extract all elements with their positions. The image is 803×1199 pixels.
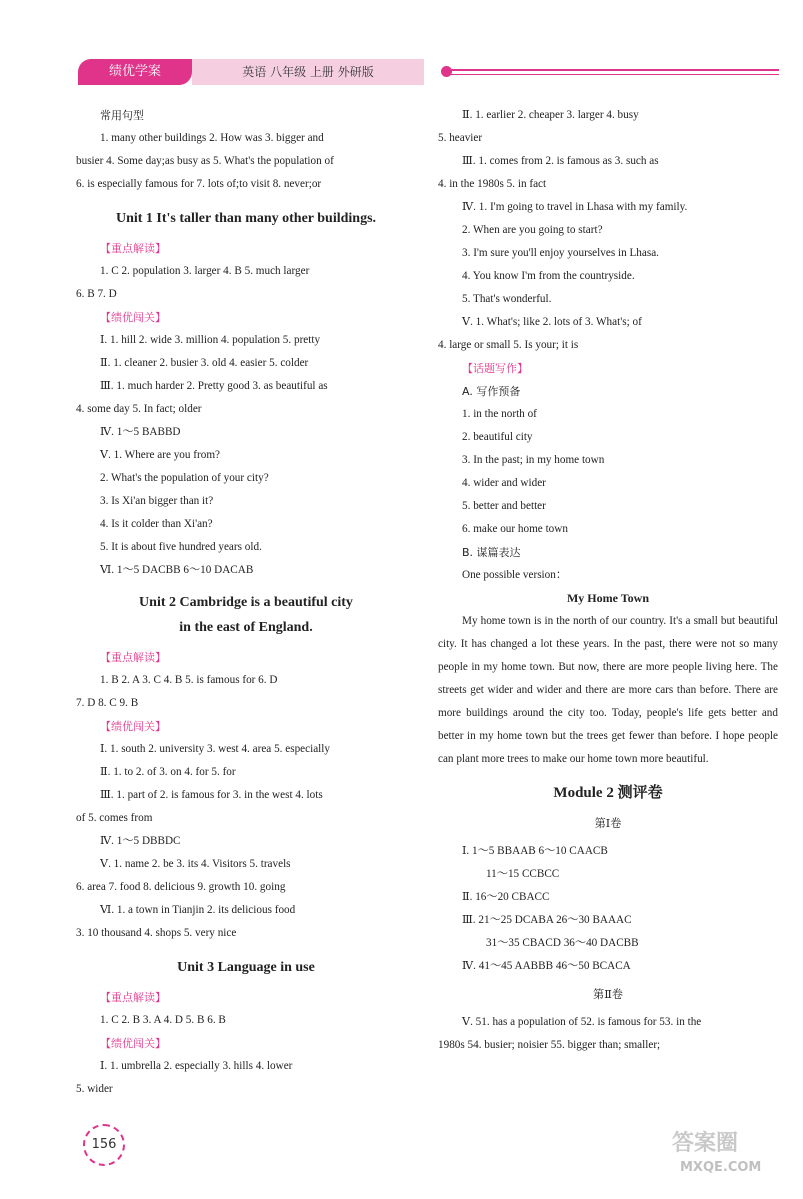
answer-line: Ⅵ. 1～5 DACBB 6～10 DACAB [100,564,254,576]
answer-line: Ⅱ. 16～20 CBACC [462,891,550,903]
section-label: 【重点解读】 [100,991,166,1004]
answer-line: 2. What's the population of your city? [100,472,269,484]
answer-line: 6. area 7. food 8. delicious 9. growth 10. going [76,881,286,893]
section-heading: 常用句型 [100,109,144,122]
answer-line: Ⅰ. 1～5 BBAAB 6～10 CAACB [462,845,608,857]
answer-line: Ⅳ. 1. I'm going to travel in Lhasa with my family. [462,201,688,213]
section-label: 【绩优闯关】 [100,1037,166,1050]
answer-line: 1980s 54. busier; noisier 55. bigger than; smaller; [438,1039,661,1051]
answer-line: 1. in the north of [462,408,537,420]
unit2-title-cont: in the east of England. [179,620,313,635]
section-label: 【绩优闯关】 [100,720,166,733]
volume-label: 第Ⅰ卷 [594,818,622,830]
answer-line: 4. large or small 5. Is your; it is [438,339,579,351]
answer-line: Ⅰ. 1. hill 2. wide 3. million 4. population 5. pretty [100,334,321,346]
answer-line: Ⅴ. 1. name 2. be 3. its 4. Visitors 5. travels [100,858,291,870]
answer-line: Ⅴ. 1. Where are you from? [100,449,221,461]
answer-line: Ⅱ. 1. to 2. of 3. on 4. for 5. for [100,766,236,778]
answer-line: 5. That's wonderful. [462,293,552,305]
book-info: 英语 八年级 上册 外研版 [192,59,424,85]
section-label: 【重点解读】 [100,651,166,664]
header-rule-thin [449,74,779,75]
answer-line: Ⅱ. 1. earlier 2. cheaper 3. larger 4. busy [462,109,639,121]
right-column [438,104,778,1057]
page-number: 156 [83,1124,125,1166]
section-label: 【重点解读】 [100,242,166,255]
volume-label: 第Ⅱ卷 [593,989,623,1001]
unit3-title: Unit 3 Language in use [177,960,315,975]
answer-line: Ⅱ. 1. cleaner 2. busier 3. old 4. easier 5. colder [100,357,309,369]
answer-line: Ⅲ. 1. part of 2. is famous for 3. in the west 4. lots [100,789,323,801]
watermark-url: MXQE.COM [680,1160,762,1175]
answer-line: busier 4. Some day;as busy as 5. What's the population of [76,155,334,167]
answer-line: 11～15 CCBCC [486,868,560,880]
answer-line: Ⅳ. 1～5 BABBD [100,426,181,438]
page-header [74,55,779,91]
answer-line: Ⅲ. 21～25 DCABA 26～30 BAAAC [462,914,632,926]
answer-line: 5. better and better [462,500,546,512]
answer-line: 1. C 2. B 3. A 4. D 5. B 6. B [100,1014,226,1026]
header-rule [449,69,779,71]
answer-line: 1. many other buildings 2. How was 3. bigger and [100,132,324,144]
answer-line: 4. some day 5. In fact; older [76,403,202,415]
left-column [76,104,416,1101]
answer-line: Ⅴ. 51. has a population of 52. is famous for 53. in the [462,1016,702,1028]
essay-title: My Home Town [566,591,649,605]
answer-line: 5. wider [76,1083,113,1095]
module-title: Module 2 测评卷 [553,785,663,801]
answer-line: One possible version： [462,569,568,581]
answer-line: Ⅳ. 41～45 AABBB 46～50 BCACA [462,960,631,972]
answer-line: 6. is especially famous for 7. lots of;to visit 8. never;or [76,178,322,190]
answer-line: Ⅰ. 1. south 2. university 3. west 4. area 5. especially [100,743,330,755]
answer-line: 31～35 CBACD 36～40 DACBB [486,937,639,949]
answer-line: 6. make our home town [462,523,568,535]
answer-line: Ⅲ. 1. comes from 2. is famous as 3. such as [462,155,659,167]
answer-line: 5. heavier [438,132,483,144]
brand-label: 绩优学案 [78,59,192,85]
answer-line: 5. It is about five hundred years old. [100,541,262,553]
answer-line: Ⅴ. 1. What's; like 2. lots of 3. What's; of [462,316,642,328]
essay-body: My home town is in the north of our country. It's a small but beautiful city. It has changed a lot these years. In the past, there were not so many people in my home town. But now, there are more people living here. The streets get wider and wider and there are more cars than before. There are more buildings around the city too. Today, people's life gets better and better in my home town but the trees get fewer than before. I hope people can plant more trees to make our home town more beautiful. [438,615,778,765]
unit1-title: Unit 1 It's taller than many other buildings. [115,211,377,226]
answer-line: Ⅲ. 1. much harder 2. Pretty good 3. as beautiful as [100,380,328,392]
answer-line: 7. D 8. C 9. B [76,697,139,709]
answer-line: 4. Is it colder than Xi'an? [100,518,213,530]
answer-line: 4. You know I'm from the countryside. [462,270,635,282]
subsection-heading: B. 谋篇表达 [462,546,521,559]
answer-line: 3. In the past; in my home town [462,454,605,466]
header-dot [441,66,452,77]
answer-line: 3. Is Xi'an bigger than it? [100,495,214,507]
answer-line: 6. B 7. D [76,288,117,300]
unit2-title: Unit 2 Cambridge is a beautiful city [139,595,353,610]
answer-line: 4. wider and wider [462,477,546,489]
answer-line: 1. B 2. A 3. C 4. B 5. is famous for 6. D [100,674,278,686]
answer-line: 4. in the 1980s 5. in fact [438,178,547,190]
answer-line: 3. 10 thousand 4. shops 5. very nice [76,927,237,939]
answer-line: of 5. comes from [76,812,153,824]
answer-line: 3. I'm sure you'll enjoy yourselves in Lhasa. [462,247,659,259]
answer-line: 2. When are you going to start? [462,224,603,236]
section-label: 【话题写作】 [462,362,528,375]
watermark-logo: 答案圈 [672,1131,739,1156]
subsection-heading: A. 写作预备 [462,385,521,398]
answer-line: 2. beautiful city [462,431,533,443]
answer-line: Ⅰ. 1. umbrella 2. especially 3. hills 4. lower [100,1060,293,1072]
section-label: 【绩优闯关】 [100,311,166,324]
answer-line: Ⅳ. 1～5 DBBDC [100,835,181,847]
answer-line: Ⅵ. 1. a town in Tianjin 2. its delicious food [100,904,296,916]
answer-line: 1. C 2. population 3. larger 4. B 5. much larger [100,265,310,277]
